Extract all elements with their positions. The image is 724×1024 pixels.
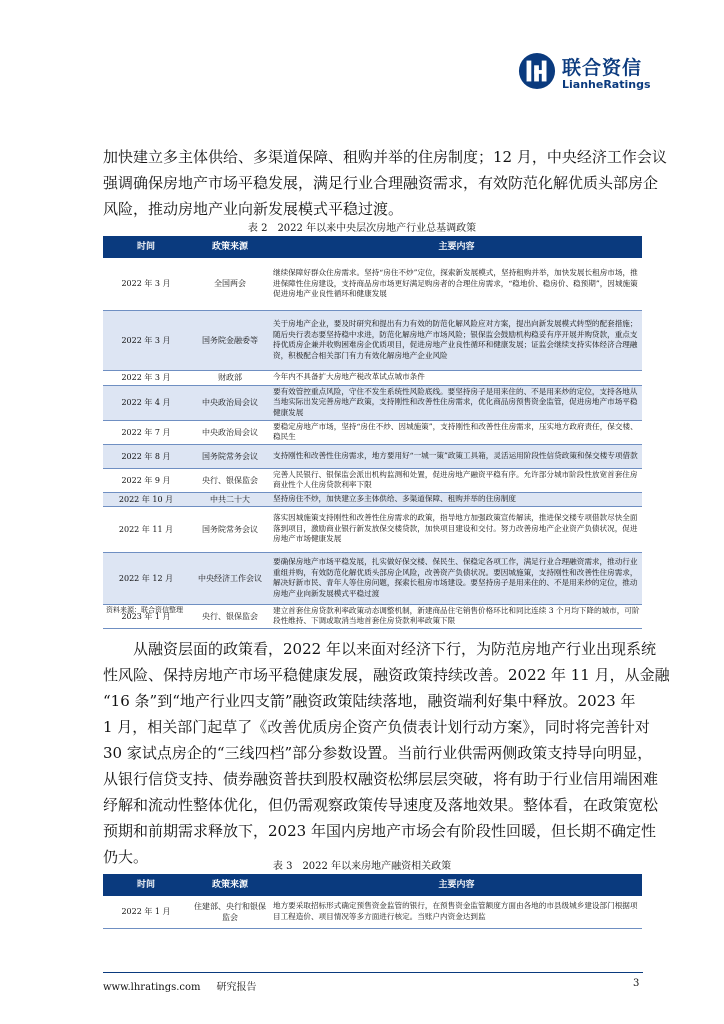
- table-row: [103, 258, 642, 310]
- row-content: 关于房地产企业，要及时研究和提出有力有效的防范化解风险应对方案，提出向新发展模式转型的配套措施；随后央行表态要坚持稳中求进，防范化解房地产市场风险；银保监会鼓励机构稳妥有序开展并购贷款，重点支持优质房企兼并收购困难房企优质项目，促进房地产业良性循环和健康发展；证监会继续支持实体经济合理融资，积极配合相关部门有力有效化解房地产企业风险: [271, 310, 642, 370]
- row-source: 央行、银保监会: [189, 468, 271, 492]
- row-time: 2022 年 4 月: [103, 385, 189, 420]
- footer-site-link[interactable]: www.lhratings.com: [103, 982, 201, 993]
- row-time: 2022 年 8 月: [103, 444, 189, 468]
- header-content: 主要内容: [271, 874, 642, 896]
- row-time: 2022 年 10 月: [103, 492, 189, 506]
- table-header-row: [103, 874, 642, 896]
- footer-left: [103, 978, 256, 993]
- lianhe-logo: [518, 50, 698, 100]
- body-line: 纾解和流动性整体优化，但仍需观察政策传导速度及落地效果。整体看，在政策宽松: [103, 796, 659, 814]
- row-time: 2022 年 3 月: [103, 370, 189, 385]
- table-row: [103, 552, 642, 604]
- footer-doc-type: 研究报告: [216, 982, 257, 993]
- body-line: 从融资层面的政策看，2022 年以来面对经济下行，为防范房地产行业出现系统: [103, 640, 656, 658]
- table-row: [103, 310, 642, 370]
- header-source: 政策来源: [189, 874, 271, 896]
- body-line: 性风险、保持房地产市场平稳健康发展，融资政策持续改善。2022 年 11 月，从金融: [103, 666, 670, 684]
- row-time: 2022 年 1 月: [103, 896, 189, 928]
- table-row: [103, 604, 642, 628]
- row-content: 完善人民银行、银保监会派出机构监测和处置，促进房地产融资平稳有序。允许部分城市阶段性放宽首套住房商业性个人住房贷款利率下限: [271, 468, 642, 492]
- header-content: 主要内容: [271, 236, 642, 258]
- row-content: 要有效管控重点风险，守住不发生系统性风险底线。要坚持房子是用来住的、不是用来炒的定位，支持各地从当地实际出发完善房地产政策，支持刚性和改善性住房需求，优化商品房预售资金监管，促进房地产市场平稳健康发展: [271, 385, 642, 420]
- body-paragraph: [103, 636, 670, 870]
- row-source: 央行、银保监会: [189, 604, 271, 628]
- row-content: 落实因城施策支持刚性和改善性住房需求的政策，指导地方加强政策宣传解读，推进保交楼专项借款尽快全面落到项目，激励商业银行新发放保交楼贷款，加快项目建设和交付。努力改善房地产企业资产负债状况，促进房地产市场健康发展: [271, 506, 642, 552]
- financing-policy-table: [103, 874, 642, 929]
- table-row: [103, 370, 642, 385]
- row-source: 财政部: [189, 370, 271, 385]
- table-row: [103, 896, 642, 928]
- row-source: 住建部、央行和银保监会: [189, 896, 271, 928]
- header-source: 政策来源: [189, 236, 271, 258]
- row-content: 地方要采取招标形式确定预售资金监管的银行，在预售资金监管额度方面由各地的市县级城乡建设部门根据项目工程造价、项目情况等多方面进行核定。当账户内资金达到监: [271, 896, 642, 928]
- table-header-row: [103, 236, 642, 258]
- row-source: 中央经济工作会议: [189, 552, 271, 604]
- body-line: 30 家试点房企的“三线四档”部分参数设置。当前行业供需两侧政策支持导向明显，: [103, 744, 653, 762]
- row-content: 要稳定房地产市场，坚持“房住不炒、因城施策”，支持刚性和改善性住房需求，压实地方政府责任，保交楼、稳民生: [271, 420, 642, 444]
- header-time: 时间: [103, 236, 189, 258]
- intro-line: 风险，推动房地产业向新发展模式平稳过渡。: [103, 200, 404, 218]
- row-content: 坚持房住不炒，加快建立多主体供给、多渠道保障、租购并举的住房制度: [271, 492, 642, 506]
- footer-divider: [103, 972, 643, 973]
- row-source: 国务院金融委等: [189, 310, 271, 370]
- table2-caption: 表 2 2022 年以来中央层次房地产行业总基调政策: [247, 223, 477, 234]
- row-time: 2023 年 1 月: [103, 604, 189, 628]
- row-content: 支持刚性和改善性住房需求，地方要用好“一城一策”政策工具箱，灵活运用阶段性信贷政策和保交楼专项借款: [271, 444, 642, 468]
- header-time: 时间: [103, 874, 189, 896]
- row-content: 继续保障好群众住房需求。坚持“房住不炒”定位，探索新发展模式，坚持租购并举，加快发展长租房市场，推进保障性住房建设，支持商品房市场更好满足购房者的合理住房需求，“稳地价、稳房价、稳预期”，因城施策促进房地产业良性循环和健康发展: [271, 258, 642, 310]
- intro-paragraph: [103, 144, 667, 222]
- row-source: 中央政治局会议: [189, 385, 271, 420]
- row-source: 中央政治局会议: [189, 420, 271, 444]
- row-content: 建立首套住房贷款利率政策动态调整机制，新建商品住宅销售价格环比和同比连续 3 个月均下降的城市，可阶段性维持、下调或取消当地首套住房贷款利率政策下限: [271, 604, 642, 628]
- row-time: 2022 年 9 月: [103, 468, 189, 492]
- row-source: 国务院常务会议: [189, 444, 271, 468]
- row-time: 2022 年 3 月: [103, 258, 189, 310]
- row-source: 全国两会: [189, 258, 271, 310]
- intro-line: 强调确保房地产市场平稳发展，满足行业合理融资需求，有效防范化解优质头部房企: [103, 174, 659, 192]
- row-time: 2022 年 11 月: [103, 506, 189, 552]
- body-line: 1 月，相关部门起草了《改善优质房企资产负债表计划行动方案》，同时将完善针对: [103, 718, 650, 736]
- row-time: 2022 年 7 月: [103, 420, 189, 444]
- logo-english-name: LianheRatings: [562, 78, 651, 91]
- table2-source-note: 资料来源：联合资信整理: [106, 606, 183, 614]
- table3-caption: 表 3 2022 年以来房地产融资相关政策: [272, 861, 452, 872]
- table-row: [103, 506, 642, 552]
- table-row: [103, 444, 642, 468]
- row-content: 今年内不具备扩大房地产税改革试点城市条件: [271, 370, 642, 385]
- table-row: [103, 468, 642, 492]
- body-line: 仍大。: [103, 848, 149, 866]
- table-row: [103, 420, 642, 444]
- body-line: “16 条”到“地产行业四支箭”融资政策陆续落地，融资端利好集中释放。2023 年: [103, 692, 636, 710]
- row-source: 国务院常务会议: [189, 506, 271, 552]
- intro-line: 加快建立多主体供给、多渠道保障、租购并举的住房制度；12 月，中央经济工作会议: [103, 148, 667, 166]
- row-time: 2022 年 3 月: [103, 310, 189, 370]
- body-line: 预期和前期需求释放下，2023 年国内房地产市场会有阶段性回暖，但长期不确定性: [103, 822, 656, 840]
- lianhe-logo-icon: [518, 52, 556, 90]
- row-source: 中共二十大: [189, 492, 271, 506]
- policy-table-2022: [103, 236, 642, 629]
- table-row: [103, 385, 642, 420]
- page-number: 3: [633, 978, 640, 989]
- row-content: 要确保房地产市场平稳发展，扎实做好保交楼、保民生、保稳定各项工作，满足行业合理融资需求，推动行业重组并购，有效防范化解优质头部房企风险，改善资产负债状况。要因城施策，支持刚性和改善性住房需求，解决好新市民、青年人等住房问题，探索长租房市场建设。要坚持房子是用来住的、不是用来炒的定位，推动房地产业向新发展模式平稳过渡: [271, 552, 642, 604]
- table-row: [103, 492, 642, 506]
- logo-chinese-name: 联合资信: [562, 57, 643, 79]
- row-time: 2022 年 12 月: [103, 552, 189, 604]
- body-line: 从银行信贷支持、债券融资普扶到股权融资松绑层层突破，将有助于行业信用端困难: [103, 770, 659, 788]
